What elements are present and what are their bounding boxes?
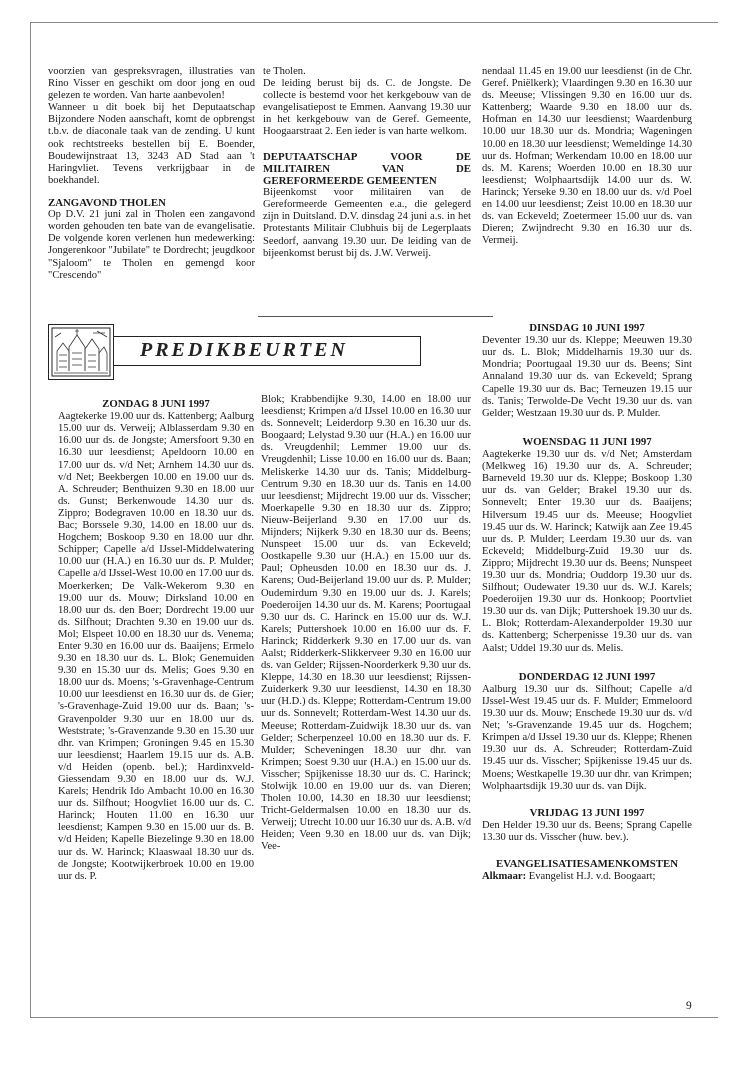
evangelisation-entry: [482, 871, 692, 883]
page-number: 9: [686, 1000, 692, 1012]
bottom-column-3: [482, 322, 692, 883]
page-border-top: [30, 22, 718, 23]
evangelisation-text: Evangelist H.J. v.d. Boogaart;: [526, 871, 656, 883]
church-illustration-icon: [48, 324, 114, 380]
top-column-2: [263, 66, 471, 260]
tuesday-heading: DINSDAG 10 JUNI 1997: [529, 322, 645, 334]
page-border-bottom: [30, 1017, 718, 1018]
sunday-heading: ZONDAG 8 JUNI 1997: [102, 398, 210, 410]
top-column-1: [48, 66, 255, 282]
section-divider: [258, 316, 493, 317]
deputaatschap-paragraph: Bijeenkomst voor militairen van de Gereformeerde Gemeenten e.a., die gelegerd zijn in Duitsland. D.V. dinsdag 24 juni a.s. in het Protestants Militair Clubhuis bij de Legerplaats Seedorf, aanvang 19.30 uur. De leiding van de bijeenkomst berust bij ds. J.W. Verweij.: [263, 187, 471, 259]
friday-heading: VRIJDAG 13 JUNI 1997: [529, 806, 645, 819]
sunday-schedule-part-2: Blok; Krabbendijke 9.30, 14.00 en 18.00 uur leesdienst; Krimpen a/d IJssel 10.00 en 16.30 uur ds. Sonnevelt; Leiderdorp 9.30 en 16.30 uur ds. Boogaard; Lelystad 9.30 uur (H.A.) en 16.00 uur ds. Vreugdenhil; Lemmer 19.00 uur ds. Vreugdenhil; Lisse 10.00 en 16.00 uur ds. Baan; Meliskerke 14.30 uur ds. Tanis; Middelburg-Centrum 9.30 en 18.30 uur ds. Tanis en 14.00 uur leesdienst; Mijdrecht 19.00 uur ds. Visscher; Moerkapelle 9.30 en 18.30 uur ds. Zippro; Nieuw-Beijerland 9.30 en 17.00 uur ds. Mijnders; Nijkerk 9.30 en 18.30 uur ds. Beens; Nunspeet 15.00 uur ds. van Eckeveld; Oostkapelle 9.30 uur (H.A.) en 15.00 uur ds. Paul; Opheusden 10.00 en 18.30 uur ds. J. Karens; Oud-Beijerland 19.00 uur ds. P. Mulder; Oudemirdum 9.30 en 19.00 uur ds. J. Karels; Poederoijen 14.30 uur ds. M. Karens; Poortugaal 9.30 uur ds. C. Harinck en 15.00 uur ds. W.J. Karels; Puttershoek 10.00 en 16.00 uur ds. F. Harinck; Ridderkerk 9.30 en 17.00 uur ds. van Aalst; Ridderkerk-Slikkerveer 9.30 en 16.00 uur ds. van Gelder; Rijssen-Noorderkerk 9.30 uur ds. Kleppe, 14.30 en 18.30 uur leesdienst; Rijssen-Zuiderkerk 9.30 uur leesdienst, 14.30 en 18.30 uur (H.D.) ds. Kleppe; Rotterdam-Centrum 19.00 uur ds. Sonnevelt; Rotterdam-West 14.30 uur ds. Meeuse; Rotterdam-Zuidwijk 18.30 uur ds. van Gelder; Scherpenzeel 10.00 en 18.30 uur ds. F. Mulder; Scheveningen 18.30 uur dhr. van Krimpen; Soest 9.30 uur (H.A.) en 15.00 uur ds. Visscher; Spijkenisse 18.30 uur ds. C. Harinck; Stolwijk 10.00 en 19.00 uur ds. van Dieren; Tholen 10.00, 14.30 en 18.30 uur leesdienst; Tricht-Geldermalsen 10.00 en 18.30 uur ds. Verweij; Utrecht 10.00 uur 16.30 uur ds. A.B. v/d Heiden; Veen 9.30 en 18.00 uur ds. van Dijk; Vee-: [261, 394, 471, 853]
wednesday-schedule: Aagtekerke 19.30 uur ds. v/d Net; Amsterdam (Melkweg 16) 19.30 uur ds. A. Schreuder; Barneveld 19.30 uur ds. Kleppe; Boskoop 1.30 uur ds. van Gelder; Brakel 19.30 uur ds. Sonnevelt; Enter 19.30 uur ds. Baaijens; Hilversum 19.45 uur ds. Meeuse; Hoogvliet 19.45 uur ds. W. Harinck; Katwijk aan Zee 19.45 uur ds. P. Mulder; Leerdam 19.30 uur ds. van Eckeveld; Middelburg-Zuid 19.30 uur ds. Zippro; Mijdrecht 19.30 uur ds. Beens; Nunspeet 19.30 uur ds. Mondria; Ouddorp 19.30 uur ds. Silfhout; Oudewater 19.30 uur ds. W.J. Karels; Poederoijen 19.30 uur ds. Honkoop; Poortvliet 19.30 uur ds. van Dijk; Puttershoek 19.30 uur ds. L. Blok; Rotterdam-Alexanderpolder 19.30 uur ds. Kattenberg; Scherpenisse 19.30 uur ds. van Aalst; Uddel 19.30 uur ds. Melis.: [482, 449, 692, 654]
friday-schedule: Den Helder 19.30 uur ds. Beens; Sprang Capelle 13.30 uur ds. Visscher (huw. bev.).: [482, 819, 692, 843]
wednesday-heading: WOENSDAG 11 JUNI 1997: [522, 435, 652, 448]
page-border-left: [30, 22, 31, 1018]
zangavond-paragraph: Op D.V. 21 juni zal in Tholen een zangavond worden gehouden ten bate van de evangelisatie. De volgende koren verlenen hun medewerking: Jongerenkoor "Jubilate" te Dordrecht; jeugdkoor "Sjaloom" te Tholen en gemengd koor "Crescendo": [48, 209, 255, 281]
evangelisation-heading: EVANGELISATIESAMENKOMSTEN: [496, 858, 678, 871]
thursday-heading: DONDERDAG 12 JUNI 1997: [518, 670, 656, 683]
zangavond-details: De leiding berust bij ds. C. de Jongste. De collecte is bestemd voor het kerkgebouw van de evangelisatiepost te Emmen. Aanvang 19.30 uur in het kerkgebouw van de Geref. Gemeente, Hoogaarstraat 2. Een ieder is van harte welkom.: [263, 78, 471, 138]
book-order-paragraph: Wanneer u dit boek bij het Deputaatschap Bijzondere Noden aanschaft, komt de opbrengst t.b.v. de diaconale taak van de zending. U kunt ook rechtstreeks bestellen bij E. Boender, Boudewijnstraat 13, 3243 AD Stad aan 't Haringvliet. Tevens verkrijgbaar in de boekhandel.: [48, 102, 255, 186]
banner-title: PREDIKBEURTEN: [140, 339, 348, 361]
tuesday-schedule: Deventer 19.30 uur ds. Kleppe; Meeuwen 19.30 uur ds. L. Blok; Middelharnis 19.30 uur ds. Mondria; Poortugaal 19.30 uur ds. Beens; Sint Annaland 19.30 uur ds. van Eckeveld; Sprang Capelle 19.30 uur ds. Bac; Terneuzen 19.15 uur ds. Tanis; Terwolde-De Vecht 19.30 uur ds. van Gelder; Westzaan 19.30 uur ds. P. Mulder.: [482, 335, 692, 419]
predikbeurten-banner: [48, 324, 421, 380]
bottom-column-2: [261, 394, 471, 854]
book-review-paragraph: voorzien van gespreksvragen, illustraties van Rino Visser en geschikt om door jong en oud gelezen te worden. Van harte aanbevolen!: [48, 66, 255, 102]
bottom-column-1: [58, 398, 254, 883]
sunday-schedule: Aagtekerke 19.00 uur ds. Kattenberg; Aalburg 15.00 uur ds. Verweij; Alblasserdam 9.30 en 16.00 uur ds. de Jongste; Amersfoort 9.30 en 16.30 uur leesdienst; Apeldoorn 10.00 en 17.00 uur ds. v/d Net; Arnhem 14.30 uur ds. v/d Net; Beekbergen 10.00 en 19.00 uur ds. A. Schreuder; Benthuizen 9.30 en 18.00 uur ds. Gunst; Berkenwoude 14.30 uur ds. Zippro; Bodegraven 10.00 en 18.30 uur ds. Bac; Borssele 9.30, 14.00 en 18.00 uur ds. Hogchem; Boskoop 9.30 en 18.00 uur dhr. Schipper; Capelle a/d IJssel-Middelwatering 10.00 uur (H.A.) en 16.30 uur ds. P. Mulder; Capelle a/d IJssel-West 10.00 en 17.00 uur ds. Moerkerken; De Valk-Wekerom 9.30 en 19.00 uur ds. Mouw; Dirksland 10.00 en 18.00 uur ds. den Boer; Dordrecht 19.00 uur ds. Silfhout; Drachten 9.30 en 19.00 uur ds. Mol; Elspeet 10.00 en 18.30 uur ds. Venema; Enter 9.30 en 16.00 uur ds. Baaijens; Ermelo 9.30 en 18.30 uur ds. L. Blok; Genemuiden 9.30 en 15.30 uur ds. Melis; Goes 9.30 en 18.00 uur ds. Moens; 's-Gravenhage-Centrum 10.00 uur leesdienst en 16.30 uur ds. de Gier; 's-Gravenhage-Zuid 19.00 uur ds. Baan; 's-Gravenpolder 9.30 uur en 18.00 uur ds. Weststrate; 's-Gravenzande 9.30 en 15.30 uur dhr. van Krimpen; Groningen 9.45 en 15.30 uur leesdienst; Haarlem 19.15 uur ds. A.B. v/d Heiden (openb. bel.); Hardinxveld-Giessendam 9.30 en 18.00 uur ds. W.J. Karels; Hendrik Ido Ambacht 10.00 en 16.30 uur ds. Silfhout; Hoogvliet 16.00 uur ds. C. Harinck; Houten 11.00 en 16.30 uur leesdienst; Kampen 9.30 en 15.00 uur ds. B. v/d Heiden; Kapelle Biezelinge 9.30 en 18.00 uur ds. W. Harinck; Klaaswaal 18.30 uur ds. de Jongste; Kootwijkerbroek 10.00 en 19.00 uur ds. P.: [58, 411, 254, 882]
deputaatschap-heading: DEPUTAATSCHAP VOOR DE MILITAIREN VAN DE GEREFORMEERDE GEMEENTEN: [263, 150, 471, 187]
zangavond-heading: ZANGAVOND THOLEN: [48, 196, 166, 209]
thursday-schedule: Aalburg 19.30 uur ds. Silfhout; Capelle a/d IJssel-West 19.45 uur ds. F. Mulder; Emmeloord 19.30 uur ds. Mouw; Enschede 19.30 uur ds. v/d Net; 's-Gravenzande 19.45 uur ds. Hogchem; Krimpen a/d IJssel 19.30 uur ds. Kleppe; Rhenen 19.30 uur ds. A. Schreuder; Rotterdam-Zuid 19.45 uur ds. Visscher; Spijkenisse 19.45 uur ds. Moens; Westkapelle 19.30 uur dhr. van Krimpen; Wolphaartsdijk 19.30 uur ds. van Dijk.: [482, 683, 692, 792]
zangavond-location: te Tholen.: [263, 66, 306, 77]
evangelisation-place: Alkmaar:: [482, 871, 527, 883]
top-column-3: [482, 66, 692, 247]
sunday-schedule-continued: nendaal 11.45 en 19.00 uur leesdienst (in de Chr. Geref. Pniëlkerk); Vlaardingen 9.30 en 16.30 uur ds. Meeuse; Vlissingen 9.30 en 16.00 uur ds. Kattenberg; Waarde 9.30 en 18.00 uur ds. Hofman en 14.30 uur leesdienst; Waardenburg 10.00 uur 18.30 uur ds. Mondria; Wageningen 10.00 en 18.30 uur leesdienst; Wemeldinge 14.30 uur ds. Hofman; Werkendam 10.00 en 18.00 uur ds. M. Karens; Woerden 10.00 en 18.30 uur leesdienst; Wolphaartsdijk 14.00 uur ds. W. Harinck; Yerseke 9.30 en 18.00 uur ds. v/d Poel en 14.00 uur leesdienst; Zeist 10.00 en 18.30 uur ds. van Eckeveld; Zoetermeer 15.00 uur ds. van Dieren; Zwijndrecht 9.30 en 16.30 uur ds. Vermeij.: [482, 66, 692, 247]
